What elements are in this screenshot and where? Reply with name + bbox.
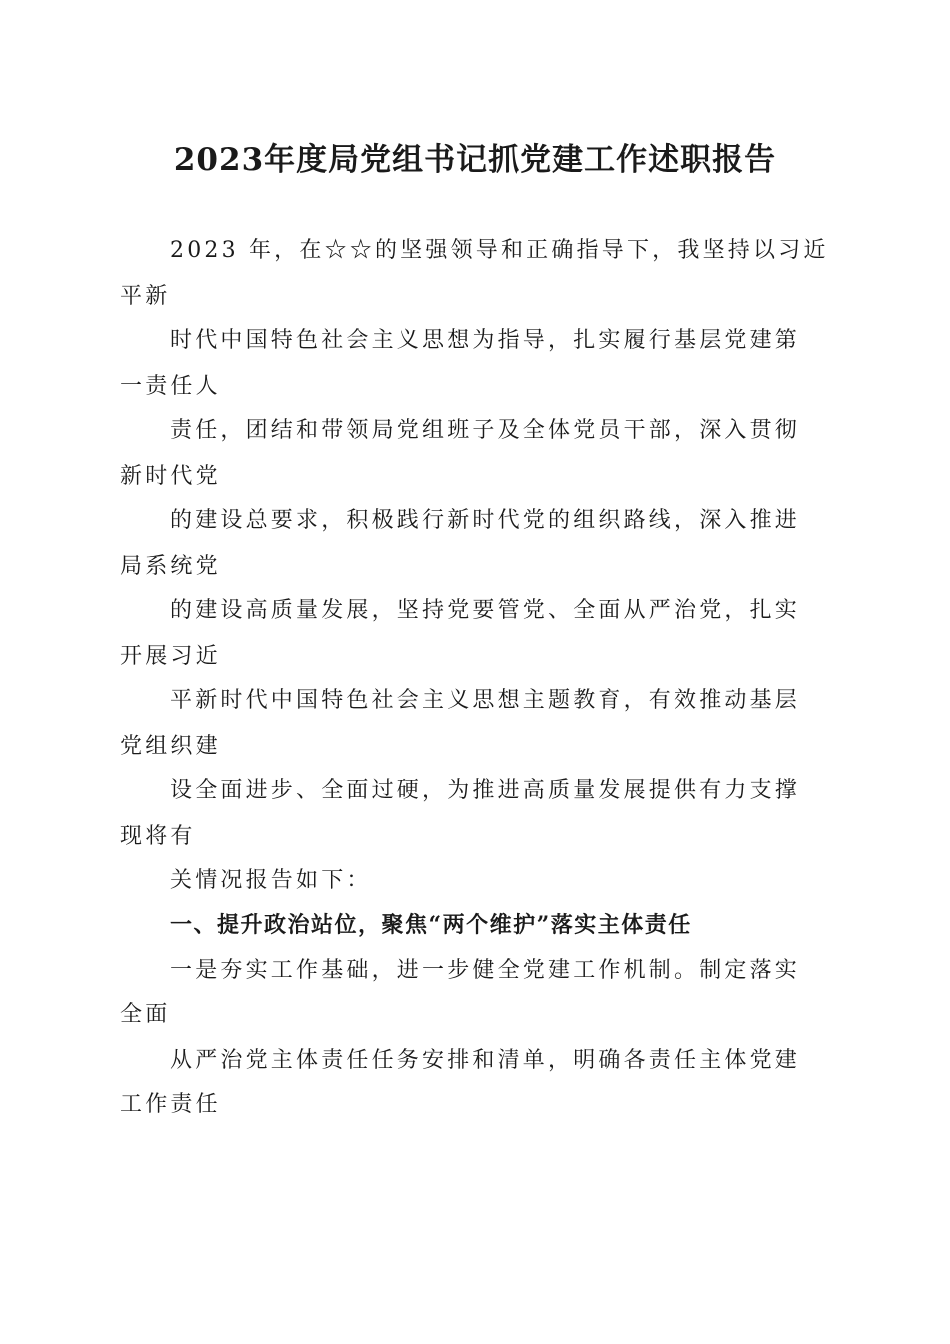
body-line-10: 开展习近 bbox=[120, 644, 221, 669]
body-line-18: 全面 bbox=[120, 1002, 171, 1027]
body-line-9: 的建设高质量发展，坚持党要管党、全面从严治党，扎实 bbox=[170, 598, 801, 623]
body-line-7: 的建设总要求，积极践行新时代党的组织路线，深入推进 bbox=[170, 508, 801, 533]
body-line-3: 时代中国特色社会主义思想为指导，扎实履行基层党建第 bbox=[170, 328, 801, 353]
body-line-2: 平新 bbox=[120, 284, 171, 309]
body-line-11: 平新时代中国特色社会主义思想主题教育，有效推动基层 bbox=[170, 688, 801, 713]
body-line-14: 现将有 bbox=[120, 824, 196, 849]
body-line-17: 一是夯实工作基础，进一步健全党建工作机制。制定落实 bbox=[170, 958, 801, 983]
body-line-15: 关情况报告如下： bbox=[170, 868, 372, 893]
body-line-20: 工作责任 bbox=[120, 1092, 221, 1117]
body-line-5: 责任，团结和带领局党组班子及全体党员干部，深入贯彻 bbox=[170, 418, 801, 443]
body-line-8: 局系统党 bbox=[120, 554, 221, 579]
body-line-6: 新时代党 bbox=[120, 464, 221, 489]
document-title: 2023年度局党组书记抓党建工作述职报告 bbox=[173, 142, 777, 178]
body-line-12: 党组织建 bbox=[120, 734, 221, 759]
body-line-4: 一责任人 bbox=[120, 374, 221, 399]
body-line-1: 2023 年，在☆☆的坚强领导和正确指导下，我坚持以习近 bbox=[170, 238, 829, 263]
body-line-13: 设全面进步、全面过硬，为推进高质量发展提供有力支撑 bbox=[170, 778, 801, 803]
section-heading-1: 一、提升政治站位，聚焦“两个维护”落实主体责任 bbox=[170, 912, 692, 938]
body-line-19: 从严治党主体责任任务安排和清单，明确各责任主体党建 bbox=[170, 1048, 801, 1073]
